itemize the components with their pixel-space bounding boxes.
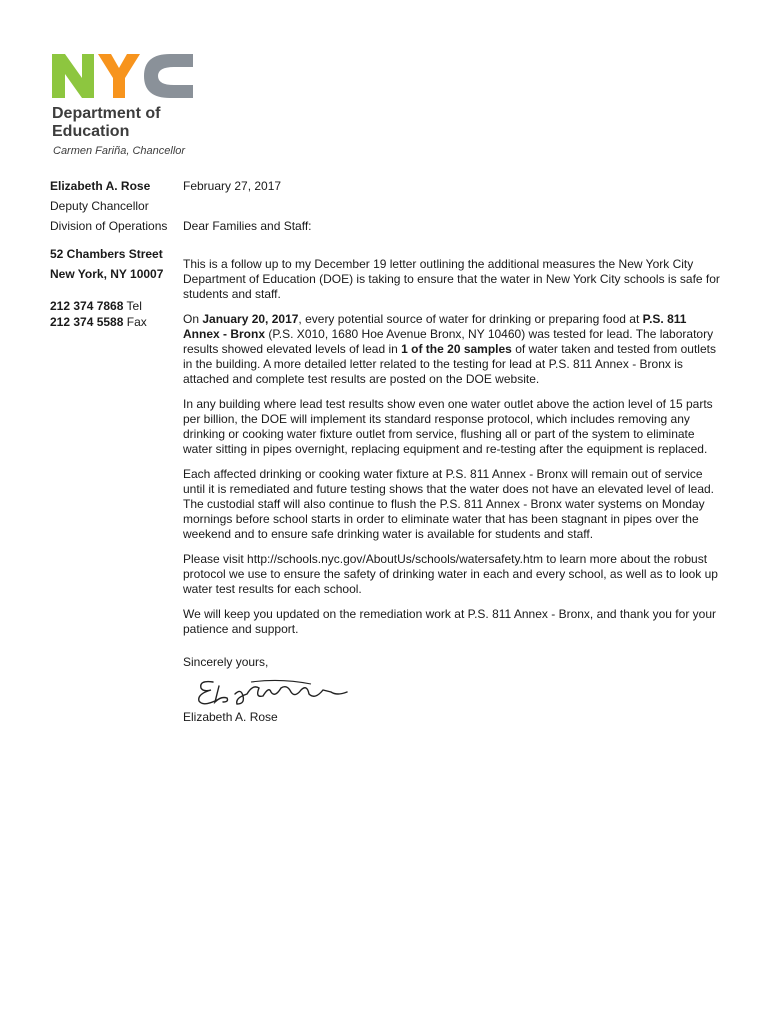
- sender-name: Elizabeth A. Rose: [50, 179, 151, 193]
- address-street: 52 Chambers Street: [50, 247, 163, 261]
- paragraph-4: Each affected drinking or cooking water fixture at P.S. 811 Annex - Bronx will remain out of service until it is remediated and future testing shows that the water does not have an elevated level of lead. The custodial staff will also continue to flush the P.S. 811 Annex - Bronx water systems on Monday mornings before school starts in order to eliminate water that has been stagnant in pipes over the weekend and to ensure safe drinking water is available for students and staff.: [183, 467, 714, 541]
- paragraph-1: This is a follow up to my December 19 letter outlining the additional measures the New York City Department of Education (DOE) is taking to ensure that the water in New York City schools is safe for students and staff.: [183, 257, 720, 301]
- phone-label: Tel: [126, 299, 142, 313]
- sender-block: [50, 176, 178, 332]
- paragraph-2: [183, 312, 723, 387]
- p2-text-c: , every potential source of water for drinking or preparing food at: [298, 312, 643, 326]
- nyc-logo-icon: [52, 50, 198, 102]
- paragraph-5: Please visit http://schools.nyc.gov/AboutUs/schools/watersafety.htm to learn more about the robust protocol we use to ensure the safety of drinking water in each and every school, as well as to look up water test results for each school.: [183, 552, 718, 596]
- fax-line: [50, 312, 178, 332]
- sender-title: Deputy Chancellor: [50, 199, 149, 213]
- signature-icon: [191, 674, 351, 708]
- letter-date: February 27, 2017: [183, 179, 282, 193]
- sender-division: Division of Operations: [50, 219, 168, 233]
- letter-body: [183, 176, 723, 725]
- test-date: January 20, 2017: [202, 312, 299, 326]
- p2-text-e: (P.S. X010, 1680 Hoe Avenue Bronx, NY 10460) was tested for lead. The laboratory results showed elevated levels of lead in: [183, 327, 714, 356]
- fax-label: Fax: [126, 315, 147, 329]
- school-name: P.S. 811 Annex - Bronx: [183, 312, 687, 341]
- signatory-name: Elizabeth A. Rose: [183, 710, 278, 724]
- fax-number: 212 374 5588: [50, 315, 124, 329]
- address-city: New York, NY 10007: [50, 267, 164, 281]
- p2-text-a: On: [183, 312, 203, 326]
- salutation: Dear Families and Staff:: [183, 219, 312, 233]
- paragraph-3: In any building where lead test results show even one water outlet above the action level of 15 parts per billion, the DOE will implement its standard response protocol, which includes removing any drinking or cooking water fixture outlet from service, flushing all or part of the system to eliminate water sitting in pipes overnight, replacing equipment and re-testing after the equipment is replaced.: [183, 397, 713, 456]
- phone-number: 212 374 7868: [50, 299, 124, 313]
- nyc-logo: [52, 50, 192, 102]
- sample-count: 1 of the 20 samples: [401, 342, 512, 356]
- closing: Sincerely yours,: [183, 655, 269, 669]
- chancellor-name: Carmen Fariña, Chancellor: [53, 145, 186, 157]
- p2-text-g: of water taken and tested from outlets in the building. A more detailed letter related to the testing for lead at P.S. 811 Annex - Bronx is attached and complete test results are posted on the DOE website.: [183, 342, 716, 386]
- department-name: Department of Education: [52, 105, 161, 140]
- paragraph-6: We will keep you updated on the remediation work at P.S. 811 Annex - Bronx, and thank you for your patience and support.: [183, 607, 716, 636]
